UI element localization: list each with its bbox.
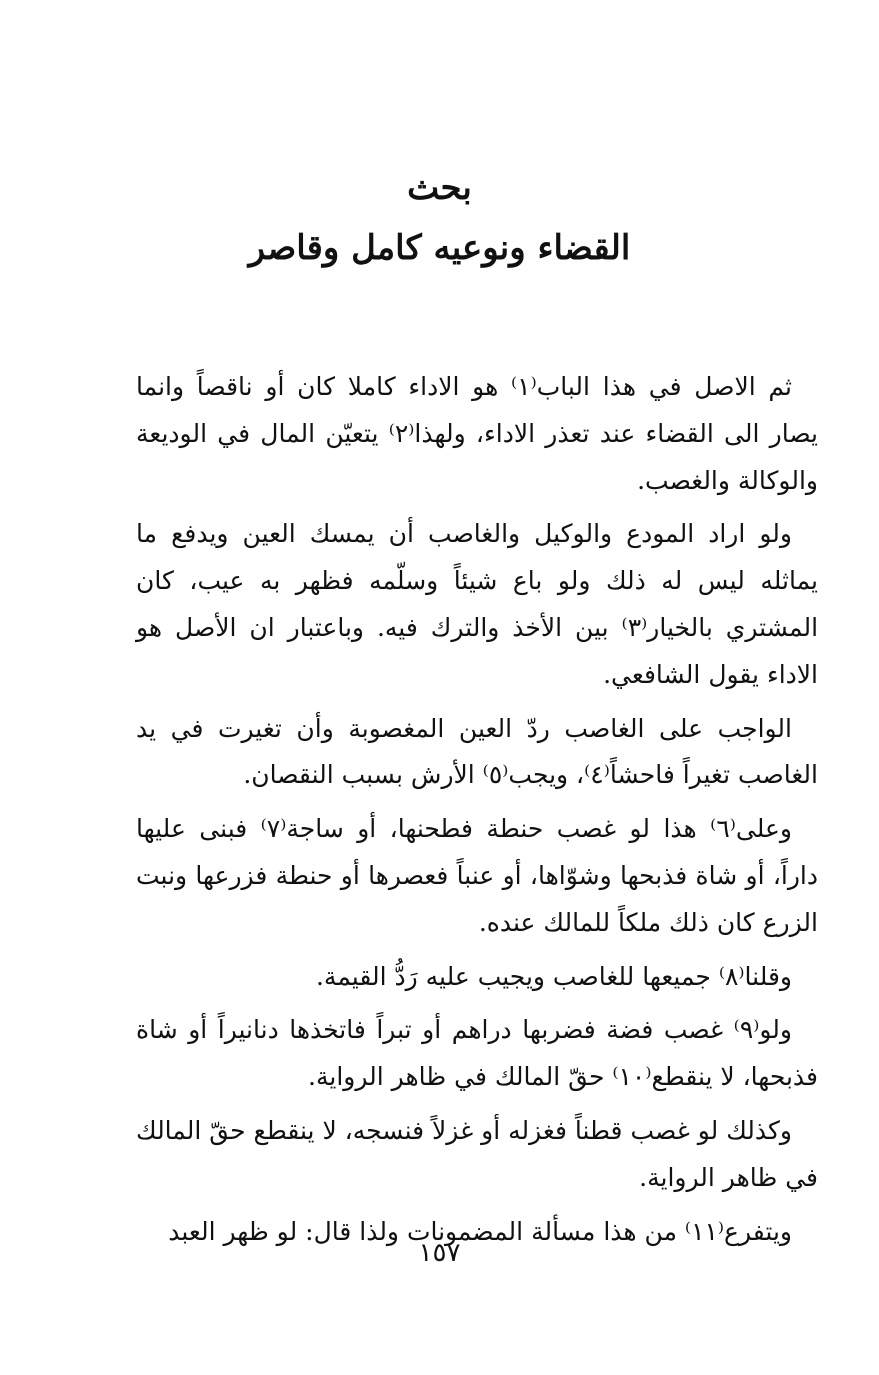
paragraph-7: وكذلك لو غصب قطناً فغزله أو غزلاً فنسجه، لا ينقطع حقّ المالك في ظاهر الرواية.: [136, 1115, 818, 1192]
paragraph-4: وعلى⁽٦⁾ هذا لو غصب حنطة فطحنها، أو ساجة⁽٧⁾ فبنى عليها داراً، أو شاة فذبحها وشوّاها، أو عنباً فعصرها أو حنطة فزرعها ونبت الزرع كان ذلك ملكاً للمالك عنده.: [136, 814, 818, 937]
paragraph-5: وقلنا⁽٨⁾ جميعها للغاصب ويجيب عليه رَدُّ القيمة.: [315, 961, 792, 991]
paragraph-1: ثم الاصل في هذا الباب⁽١⁾ هو الاداء كاملا كان أو ناقصاً وانما يصار الى القضاء عند تعذر الاداء، ولهذا⁽٢⁾ يتعيّن المال في الوديعة والوكالة والغصب.: [136, 372, 819, 495]
body-text: [136, 364, 818, 1262]
paragraph-8: ويتفرع⁽١١⁾ من هذا مسألة المضمونات ولذا قال: لو ظهر العبد: [168, 1216, 792, 1246]
paragraph-3: الواجب على الغاصب ردّ العين المغصوبة وأن تغيرت في يد الغاصب تغيراً فاحشاً⁽٤⁾، ويجب⁽٥⁾ الأرش بسبب النقصان.: [136, 713, 818, 790]
paragraph-2: ولو اراد المودع والوكيل والغاصب أن يمسك العين ويدفع ما يماثله ليس له ذلك ولو باع شيئاً وسلّمه فظهر به عيب، كان المشتري بالخيار⁽٣⁾ بين الأخذ والترك فيه. وباعتبار ان الأصل هو الاداء يقول الشافعي.: [136, 519, 819, 689]
page-number: ١٥٧: [418, 1238, 461, 1268]
section-label: بحث: [407, 168, 472, 208]
section-title: القضاء ونوعيه كامل وقاصر: [248, 228, 631, 268]
paragraph-6: ولو⁽٩⁾ غصب فضة فضربها دراهم أو تبراً فاتخذها دنانيراً أو شاة فذبحها، لا ينقطع⁽١٠⁾ حقّ المالك في ظاهر الرواية.: [136, 1015, 818, 1092]
